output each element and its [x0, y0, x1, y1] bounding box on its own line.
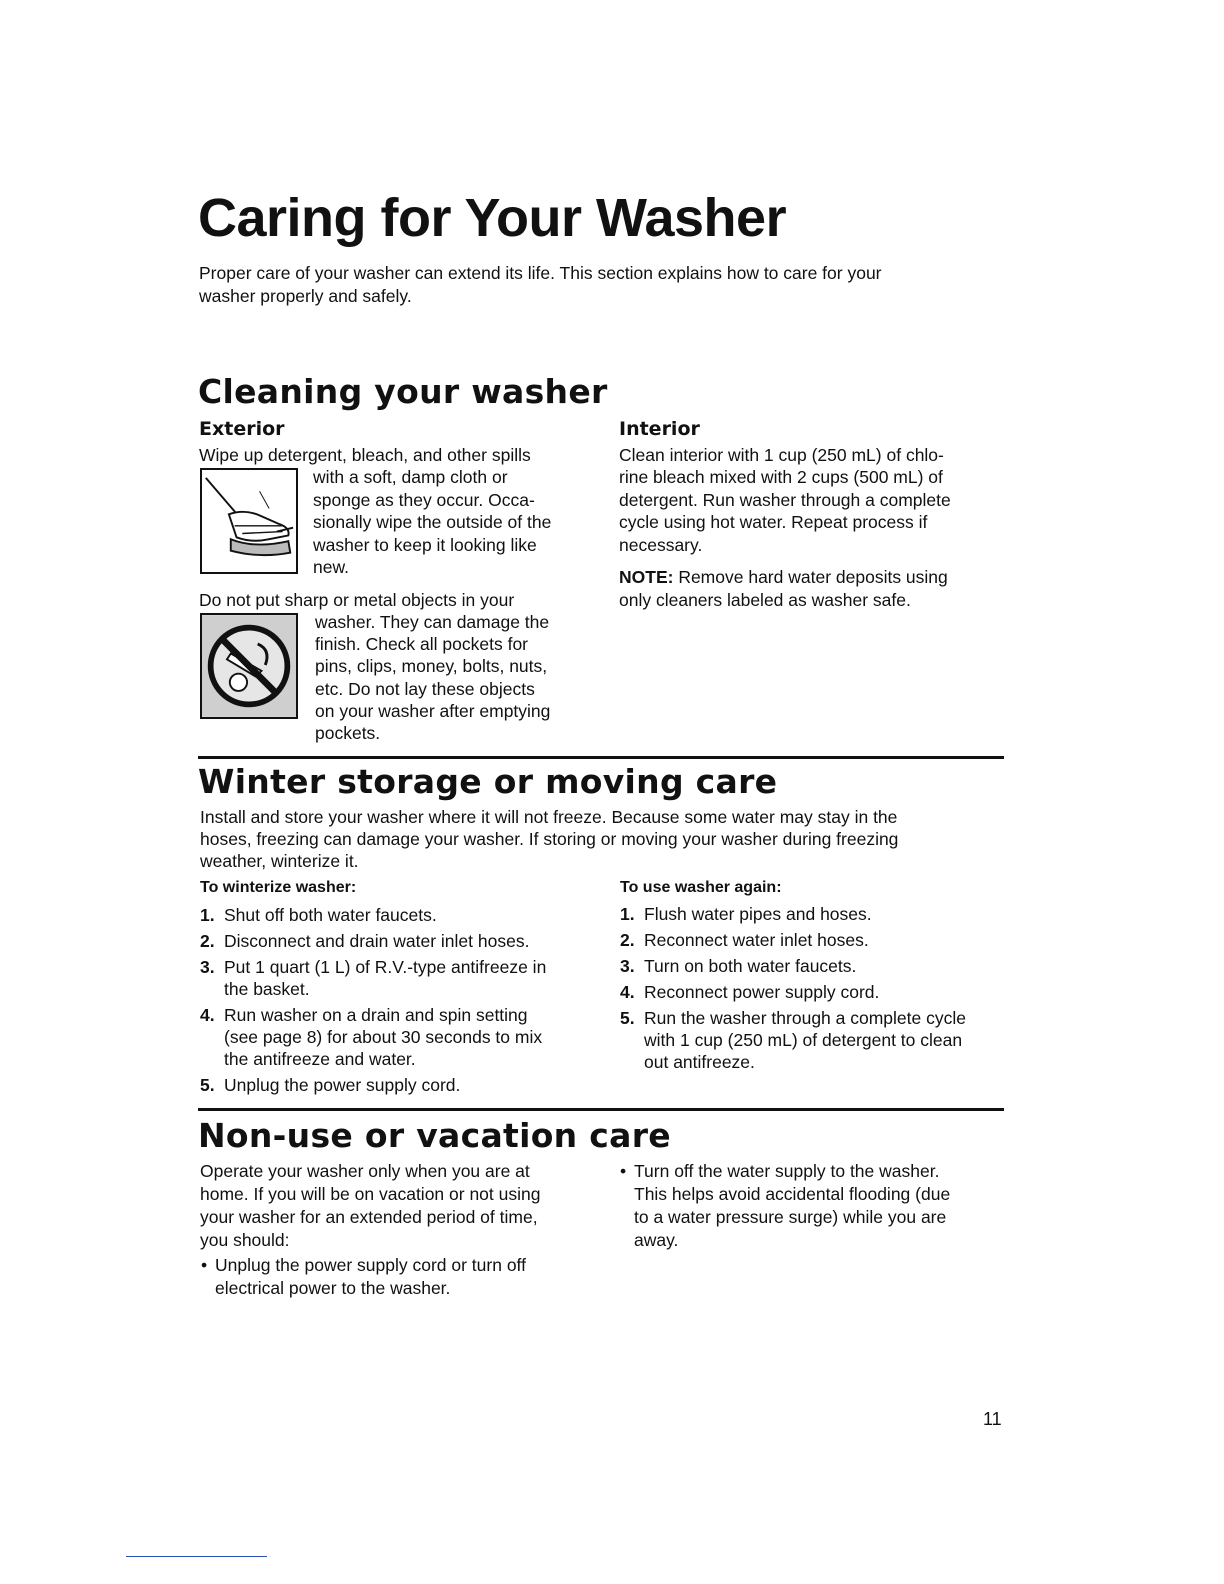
page-title: Caring for Your Washer	[198, 188, 787, 248]
bullet-text: away.	[634, 1230, 679, 1250]
step-number: 4.	[620, 982, 635, 1002]
winter-intro-line: weather, winterize it.	[200, 851, 359, 871]
exterior-line: pockets.	[315, 723, 381, 743]
intro-line: washer properly and safely.	[199, 286, 412, 306]
intro-paragraph	[199, 262, 979, 308]
interior-line: detergent. Run washer through a complete	[619, 490, 951, 510]
exterior-line: washer. They can damage the	[315, 612, 550, 632]
winter-intro-line: Install and store your washer where it will not freeze. Because some water may stay in the	[200, 807, 898, 827]
step-number: 5.	[200, 1075, 215, 1095]
interior-heading: Interior	[619, 418, 700, 440]
nonuse-line: home. If you will be on vacation or not using	[200, 1184, 541, 1204]
bullet-text: Unplug the power supply cord or turn off	[215, 1255, 526, 1275]
step-text: Flush water pipes and hoses.	[644, 904, 872, 924]
winter-intro-line: hoses, freezing can damage your washer. If storing or moving your washer during freezing	[200, 829, 899, 849]
winterize-heading: To winterize washer:	[200, 879, 357, 896]
cleaning-heading: Cleaning your washer	[198, 372, 608, 411]
step-number: 2.	[620, 930, 635, 950]
bullet-text: electrical power to the washer.	[215, 1278, 451, 1298]
exterior-line: new.	[313, 557, 349, 577]
nonuse-line: your washer for an extended period of time,	[200, 1207, 538, 1227]
exterior-line: etc. Do not lay these objects	[315, 679, 535, 699]
footer-divider	[126, 1556, 267, 1557]
interior-line: rine bleach mixed with 2 cups (500 mL) of	[619, 467, 943, 487]
step-text: Put 1 quart (1 L) of R.V.-type antifreeze in	[224, 957, 547, 977]
no-sharp-objects-icon	[200, 613, 298, 719]
use-again-heading: To use washer again:	[620, 879, 782, 896]
section-divider	[198, 756, 1004, 759]
exterior-line: Do not put sharp or metal objects in your	[199, 590, 515, 610]
note-line	[619, 566, 948, 588]
step-text: (see page 8) for about 30 seconds to mix	[224, 1027, 543, 1047]
step-text: Disconnect and drain water inlet hoses.	[224, 931, 530, 951]
exterior-line: washer to keep it looking like	[313, 535, 537, 555]
bullet-text: This helps avoid accidental flooding (due	[634, 1184, 951, 1204]
step-number: 1.	[620, 904, 635, 924]
bullet-dot: •	[620, 1161, 627, 1181]
nonuse-line: Operate your washer only when you are at	[200, 1161, 530, 1181]
step-text: Unplug the power supply cord.	[224, 1075, 461, 1095]
interior-line: cycle using hot water. Repeat process if	[619, 512, 928, 532]
exterior-line: pins, clips, money, bolts, nuts,	[315, 656, 548, 676]
exterior-line: with a soft, damp cloth or	[313, 467, 508, 487]
nonuse-line: you should:	[200, 1230, 290, 1250]
winter-heading: Winter storage or moving care	[198, 762, 778, 801]
step-number: 2.	[200, 931, 215, 951]
note-text: Remove hard water deposits using	[673, 567, 948, 587]
exterior-line: sponge as they occur. Occa-	[313, 490, 535, 510]
interior-line: necessary.	[619, 535, 703, 555]
page-number: 11	[983, 1409, 1002, 1429]
step-text: out antifreeze.	[644, 1052, 755, 1072]
exterior-line: finish. Check all pockets for	[315, 634, 529, 654]
step-text: Shut off both water faucets.	[224, 905, 437, 925]
step-number: 4.	[200, 1005, 215, 1025]
step-number: 1.	[200, 905, 215, 925]
intro-line: Proper care of your washer can extend its life. This section explains how to care for your	[199, 263, 882, 283]
step-text: the basket.	[224, 979, 310, 999]
exterior-line: sionally wipe the outside of the	[313, 512, 552, 532]
step-text: Run the washer through a complete cycle	[644, 1008, 966, 1028]
step-text: Run washer on a drain and spin setting	[224, 1005, 528, 1025]
bullet-text: to a water pressure surge) while you are	[634, 1207, 947, 1227]
step-number: 3.	[620, 956, 635, 976]
step-text: Turn on both water faucets.	[644, 956, 857, 976]
exterior-line: on your washer after emptying	[315, 701, 551, 721]
step-text: with 1 cup (250 mL) of detergent to clean	[644, 1030, 963, 1050]
step-text: Reconnect power supply cord.	[644, 982, 880, 1002]
bullet-text: Turn off the water supply to the washer.	[634, 1161, 940, 1181]
wiping-cloth-icon	[200, 468, 298, 574]
note-line: only cleaners labeled as washer safe.	[619, 590, 911, 610]
bullet-dot: •	[201, 1255, 208, 1275]
step-text: Reconnect water inlet hoses.	[644, 930, 869, 950]
step-number: 5.	[620, 1008, 635, 1028]
nonuse-heading: Non-use or vacation care	[198, 1116, 671, 1155]
step-number: 3.	[200, 957, 215, 977]
section-divider	[198, 1108, 1004, 1111]
step-text: the antifreeze and water.	[224, 1049, 416, 1069]
interior-line: Clean interior with 1 cup (250 mL) of chlo-	[619, 445, 944, 465]
note-label: NOTE:	[619, 567, 674, 587]
exterior-heading: Exterior	[199, 418, 285, 440]
exterior-line: Wipe up detergent, bleach, and other spills	[199, 445, 531, 465]
